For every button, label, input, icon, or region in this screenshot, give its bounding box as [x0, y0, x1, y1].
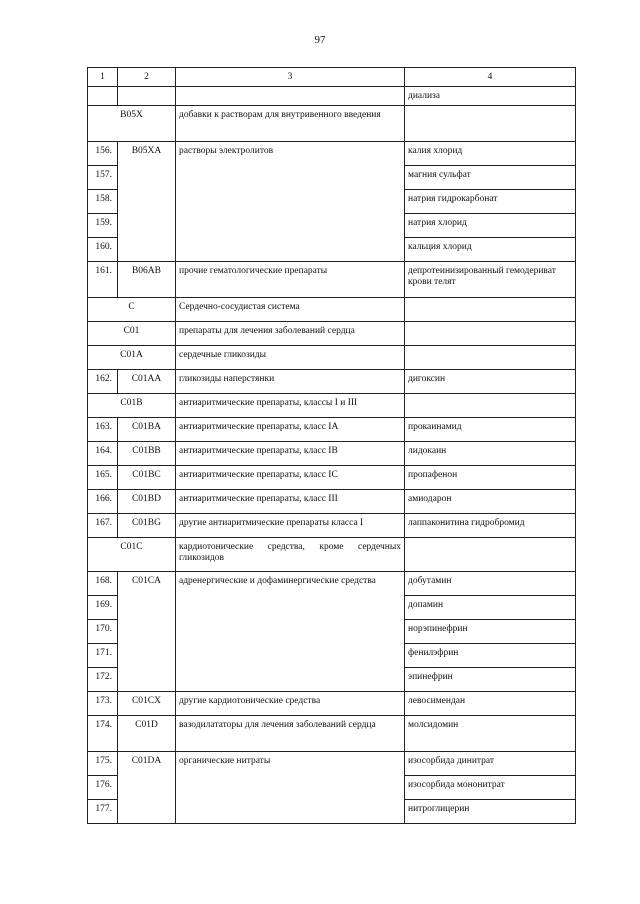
- table-row: [88, 166, 576, 190]
- drug-name: магния сульфат: [405, 166, 576, 190]
- row-number: 170.: [88, 620, 118, 644]
- group-name: растворы электролитов: [176, 142, 405, 166]
- atc-code: C01BG: [118, 514, 176, 538]
- atc-code: [118, 596, 176, 620]
- row-number: 164.: [88, 442, 118, 466]
- table-row: [88, 262, 576, 298]
- table-row: [88, 572, 576, 596]
- header-col-4: 4: [405, 68, 576, 87]
- group-name: [176, 620, 405, 644]
- drug-name: прокаинамид: [405, 418, 576, 442]
- row-number: 163.: [88, 418, 118, 442]
- table-row: [88, 298, 576, 322]
- atc-code: C01BC: [118, 466, 176, 490]
- table-row: [88, 716, 576, 752]
- row-number: 165.: [88, 466, 118, 490]
- table-header-row: [88, 68, 576, 87]
- table-row: [88, 214, 576, 238]
- atc-code: [118, 87, 176, 106]
- group-name: гликозиды наперстянки: [176, 370, 405, 394]
- drug-name: нитроглицерин: [405, 800, 576, 824]
- table-row: [88, 87, 576, 106]
- group-name: [176, 166, 405, 190]
- row-number: 175.: [88, 752, 118, 776]
- row-number: 159.: [88, 214, 118, 238]
- group-name: [176, 596, 405, 620]
- group-name: органические нитраты: [176, 752, 405, 776]
- drug-name: изосорбида мононитрат: [405, 776, 576, 800]
- atc-code: [118, 166, 176, 190]
- group-name: антиаритмические препараты, класс III: [176, 490, 405, 514]
- group-name: антиаритмические препараты, класс IA: [176, 418, 405, 442]
- row-number: 172.: [88, 668, 118, 692]
- atc-code: B06AB: [118, 262, 176, 298]
- table-row: [88, 752, 576, 776]
- drug-name: изосорбида динитрат: [405, 752, 576, 776]
- atc-code: C01AA: [118, 370, 176, 394]
- drug-name: пропафенон: [405, 466, 576, 490]
- group-name: [176, 190, 405, 214]
- drug-name: натрия гидрокарбонат: [405, 190, 576, 214]
- atc-code: C01DA: [118, 752, 176, 776]
- row-number: 156.: [88, 142, 118, 166]
- table-row: [88, 644, 576, 668]
- atc-code: [118, 620, 176, 644]
- atc-code: [118, 190, 176, 214]
- row-number: 174.: [88, 716, 118, 752]
- row-number: 160.: [88, 238, 118, 262]
- table-row: [88, 668, 576, 692]
- group-name: [176, 800, 405, 824]
- header-col-3: 3: [176, 68, 405, 87]
- drug-name: [405, 298, 576, 322]
- group-name: [176, 644, 405, 668]
- row-number: [88, 87, 118, 106]
- table-row: [88, 620, 576, 644]
- group-name: другие антиаритмические препараты класса I: [176, 514, 405, 538]
- atc-code: B05XA: [118, 142, 176, 166]
- table-row: [88, 442, 576, 466]
- atc-code: [118, 668, 176, 692]
- atc-code: [118, 800, 176, 824]
- group-name: Сердечно-сосудистая система: [176, 298, 405, 322]
- drug-name: амиодарон: [405, 490, 576, 514]
- drug-name: натрия хлорид: [405, 214, 576, 238]
- row-number: 167.: [88, 514, 118, 538]
- header-col-2: 2: [118, 68, 176, 87]
- group-name: [176, 214, 405, 238]
- group-name: антиаритмические препараты, классы I и III: [176, 394, 405, 418]
- table-row: [88, 418, 576, 442]
- table-row: [88, 596, 576, 620]
- group-name: сердечные гликозиды: [176, 346, 405, 370]
- table-row: [88, 466, 576, 490]
- group-name: [176, 668, 405, 692]
- group-name: антиаритмические препараты, класс IC: [176, 466, 405, 490]
- drug-table: [87, 67, 576, 824]
- row-number: 171.: [88, 644, 118, 668]
- row-number: 166.: [88, 490, 118, 514]
- drug-name: [405, 106, 576, 142]
- table-row: [88, 370, 576, 394]
- row-number: 161.: [88, 262, 118, 298]
- drug-name: [405, 538, 576, 572]
- header-col-1: 1: [88, 68, 118, 87]
- atc-code: C01BB: [118, 442, 176, 466]
- table-row: [88, 238, 576, 262]
- atc-code: C01: [88, 322, 176, 346]
- group-name: другие кардиотонические средства: [176, 692, 405, 716]
- drug-name: допамин: [405, 596, 576, 620]
- drug-name: [405, 322, 576, 346]
- drug-name: добутамин: [405, 572, 576, 596]
- drug-name: [405, 346, 576, 370]
- atc-code: C01D: [118, 716, 176, 752]
- atc-code: [118, 644, 176, 668]
- atc-code: C01B: [88, 394, 176, 418]
- drug-name: кальция хлорид: [405, 238, 576, 262]
- row-number: 168.: [88, 572, 118, 596]
- atc-code: [118, 776, 176, 800]
- table-row: [88, 800, 576, 824]
- table-row: [88, 322, 576, 346]
- drug-name: лаппаконитина гидробромид: [405, 514, 576, 538]
- table-row: [88, 346, 576, 370]
- atc-code: C01BA: [118, 418, 176, 442]
- drug-name: [405, 394, 576, 418]
- group-name: препараты для лечения заболеваний сердца: [176, 322, 405, 346]
- table-row: [88, 394, 576, 418]
- drug-name: молсидомин: [405, 716, 576, 752]
- atc-code: C: [88, 298, 176, 322]
- table-row: [88, 490, 576, 514]
- table-row: [88, 514, 576, 538]
- drug-name: норэпинефрин: [405, 620, 576, 644]
- group-name: добавки к растворам для внутривенного введения: [176, 106, 405, 142]
- table-row: [88, 692, 576, 716]
- group-name: адренергические и дофаминергические средства: [176, 572, 405, 596]
- atc-code: C01CA: [118, 572, 176, 596]
- drug-name: диализа: [405, 87, 576, 106]
- drug-name: эпинефрин: [405, 668, 576, 692]
- atc-code: C01A: [88, 346, 176, 370]
- row-number: 169.: [88, 596, 118, 620]
- row-number: 158.: [88, 190, 118, 214]
- row-number: 162.: [88, 370, 118, 394]
- atc-code: B05X: [88, 106, 176, 142]
- group-name: вазодилататоры для лечения заболеваний сердца: [176, 716, 405, 752]
- row-number: 173.: [88, 692, 118, 716]
- table-row: [88, 106, 576, 142]
- group-name: [176, 238, 405, 262]
- drug-name: лидокаин: [405, 442, 576, 466]
- table-row: [88, 190, 576, 214]
- drug-name: фенилэфрин: [405, 644, 576, 668]
- drug-name: депротеинизированный гемодериват крови телят: [405, 262, 576, 298]
- group-name: [176, 87, 405, 106]
- row-number: 176.: [88, 776, 118, 800]
- drug-name: калия хлорид: [405, 142, 576, 166]
- group-name: антиаритмические препараты, класс IB: [176, 442, 405, 466]
- atc-code: C01C: [88, 538, 176, 572]
- group-name: кардиотонические средства, кроме сердечных гликозидов: [176, 538, 405, 572]
- row-number: 177.: [88, 800, 118, 824]
- drug-name: дигоксин: [405, 370, 576, 394]
- atc-code: [118, 214, 176, 238]
- table-row: [88, 538, 576, 572]
- table-row: [88, 776, 576, 800]
- atc-code: C01CX: [118, 692, 176, 716]
- group-name: [176, 776, 405, 800]
- atc-code: C01BD: [118, 490, 176, 514]
- table-row: [88, 142, 576, 166]
- row-number: 157.: [88, 166, 118, 190]
- drug-name: левосимендан: [405, 692, 576, 716]
- page-number: 97: [314, 34, 326, 46]
- group-name: прочие гематологические препараты: [176, 262, 405, 298]
- atc-code: [118, 238, 176, 262]
